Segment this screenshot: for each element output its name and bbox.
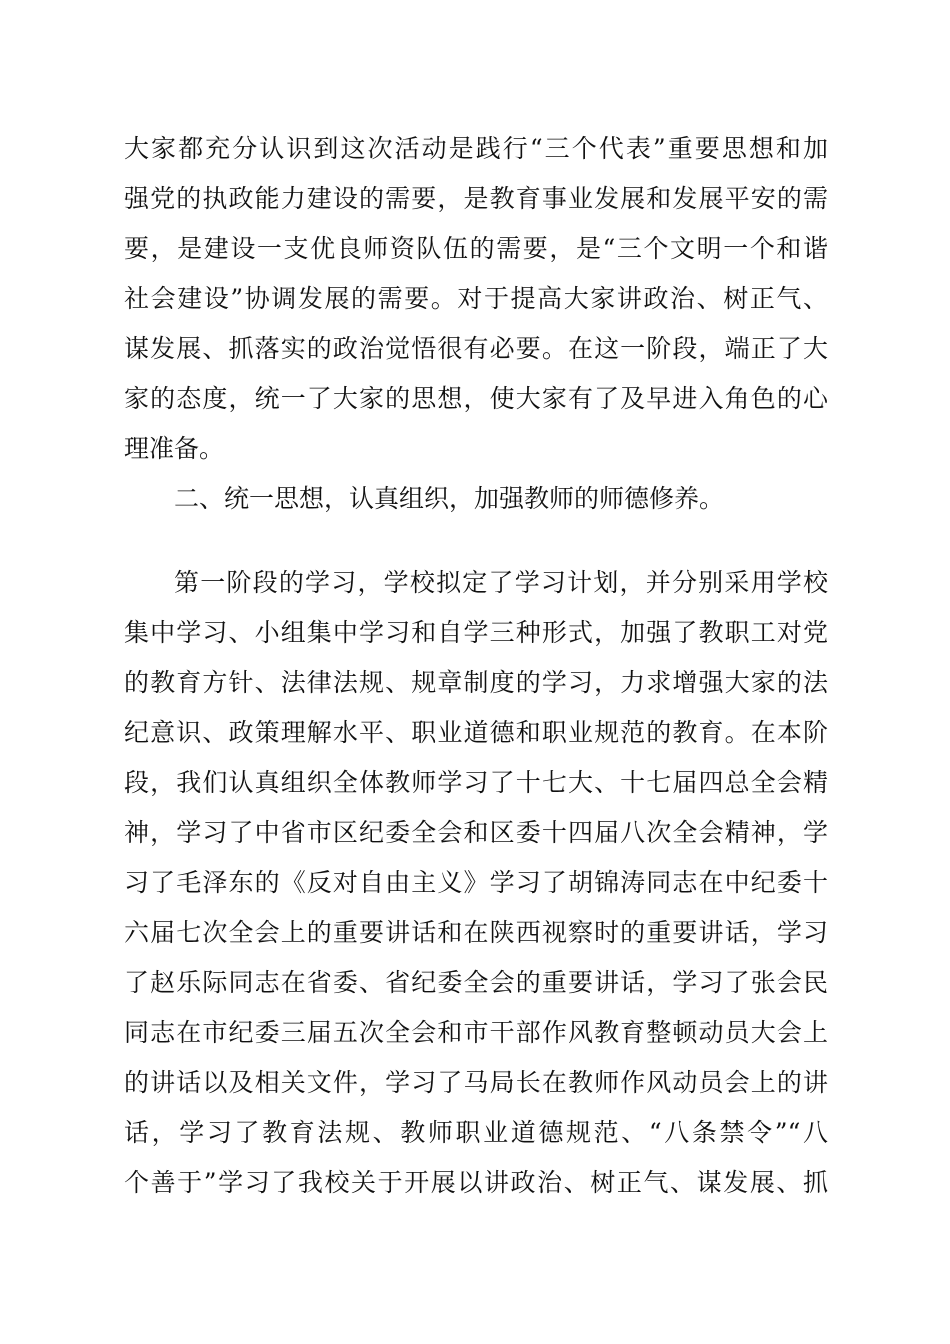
paragraph-activity-significance: [124, 124, 828, 474]
text-line: 神，学习了中省市区纪委全会和区委十四届八次全会精神，学: [124, 818, 828, 847]
text-line: 的讲话以及相关文件，学习了马局长在教师作风动员会上的讲: [124, 1068, 828, 1097]
text-line: 集中学习、小组集中学习和自学三种形式，加强了教职工对党: [124, 618, 828, 647]
text-line: 大家都充分认识到这次活动是践行“三个代表”重要思想和加: [124, 134, 828, 163]
text-line: 家的态度，统一了大家的思想，使大家有了及早进入角色的心: [124, 384, 828, 413]
section-heading: [124, 474, 828, 524]
text-line: 的教育方针、法律法规、规章制度的学习，力求增强大家的法: [124, 668, 828, 697]
text-line: 第一阶段的学习，学校拟定了学习计划，并分别采用学校: [174, 568, 828, 597]
text-line: 话，学习了教育法规、教师职业道德规范、“八条禁令”“八: [124, 1118, 828, 1147]
text-line: 谋发展、抓落实的政治觉悟很有必要。在这一阶段，端正了大: [124, 334, 828, 363]
text-line: 习了毛泽东的《反对自由主义》学习了胡锦涛同志在中纪委十: [124, 868, 828, 897]
text-line: 强党的执政能力建设的需要，是教育事业发展和发展平安的需: [124, 184, 828, 213]
text-line: 同志在市纪委三届五次全会和市干部作风教育整顿动员大会上: [124, 1018, 828, 1047]
text-line: 社会建设”协调发展的需要。对于提高大家讲政治、树正气、: [124, 284, 828, 313]
text-line: 要，是建设一支优良师资队伍的需要，是“三个文明一个和谐: [124, 234, 828, 263]
text-line: 六届七次全会上的重要讲话和在陕西视察时的重要讲话，学习: [124, 918, 828, 947]
heading-line: 二、统一思想，认真组织，加强教师的师德修养。: [174, 484, 725, 513]
text-line: 个善于”学习了我校关于开展以讲政治、树正气、谋发展、抓: [124, 1168, 828, 1197]
text-line: 纪意识、政策理解水平、职业道德和职业规范的教育。在本阶: [124, 718, 828, 747]
paragraph-study-content: [124, 558, 828, 1208]
text-line: 理准备。: [124, 434, 225, 463]
text-line: 段，我们认真组织全体教师学习了十七大、十七届四总全会精: [124, 768, 828, 797]
text-line: 了赵乐际同志在省委、省纪委全会的重要讲话，学习了张会民: [124, 968, 828, 997]
